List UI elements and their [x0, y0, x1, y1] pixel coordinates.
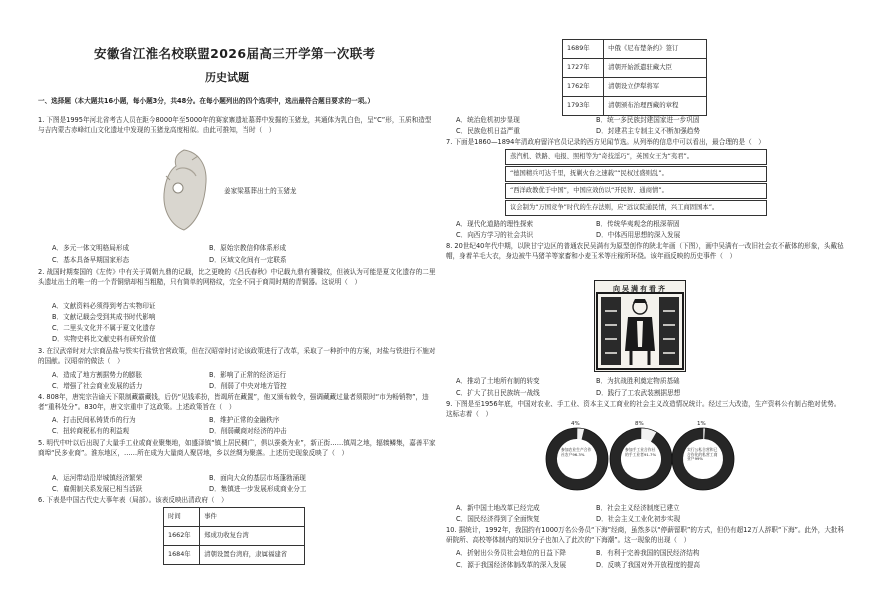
table-row — [164, 508, 305, 527]
table-cell: 清朝设置台湾府，隶属福建省 — [200, 546, 305, 565]
q1-option-c[interactable]: C．基本具备早期国家形态 — [52, 256, 130, 264]
q9-option-d[interactable]: D．社会主义工业化初步实现 — [596, 515, 681, 523]
table-cell: 1727年 — [563, 59, 604, 78]
woodcut-poster-image — [594, 280, 686, 372]
donut-chart — [606, 421, 676, 498]
q7-stem: 7. 下面是1860—1894年清政府留洋官员记录的西方见闻节选。从列举的信息中可以看出，最合理的是（ ） — [446, 138, 765, 146]
q6-option-a[interactable]: A．统治危机初步显现 — [456, 116, 520, 124]
q2-option-c[interactable]: C．二里头文化并不属于夏文化遗存 — [52, 324, 156, 332]
q4-option-c[interactable]: C．扭转商税私有的利益观 — [52, 427, 130, 435]
q5-option-a[interactable]: A．运河带动沿岸城镇经济繁荣 — [52, 474, 143, 482]
q10-option-a[interactable]: A．折射出公务员社会地位的日益下降 — [456, 549, 567, 557]
donut-remainder-label: 8% — [635, 421, 644, 427]
q9-stem: 9. 下图是至1956年底，中国对农业、手工业、资本主义工商业的社会主义改造情况统计。经过三大改造，生产资料公有制占绝对优势。这标志着（ ） — [446, 400, 841, 418]
q4-option-b[interactable]: B．维护正常的金融秩序 — [209, 416, 280, 424]
donut-svg — [606, 424, 676, 494]
table-row — [563, 40, 707, 59]
table-cell: 清朝设立伊犁将军 — [604, 78, 707, 97]
table-cell: 1793年 — [563, 97, 604, 116]
q5-option-b[interactable]: B．面向大众的基层市场蓬勃涌现 — [209, 474, 306, 482]
table-row — [563, 59, 707, 78]
q7-option-c[interactable]: C．向西方学习的社会共识 — [456, 231, 534, 239]
q1-image-caption: 姜家梁墓葬出土的玉猪龙 — [224, 187, 297, 195]
donut-center-label: 参加手工业合作社的手工业者91.7% — [625, 447, 657, 457]
donut-center-label: 实行公私合营和已合作化的私营工商业户99% — [687, 447, 718, 462]
page-subtitle: 历史试题 — [205, 71, 249, 84]
donut-chart — [668, 421, 738, 498]
table-row — [164, 527, 305, 546]
table-cell: 中俄《尼布楚条约》签订 — [604, 40, 707, 59]
table-row — [563, 78, 707, 97]
donut-remainder-label: 4% — [571, 421, 580, 427]
q6-option-c[interactable]: C．民族危机日益严重 — [456, 127, 520, 135]
q2-option-a[interactable]: A．文献资料必须得到考古实物印证 — [52, 302, 156, 310]
table-header-cell: 事件 — [200, 508, 305, 527]
q6-option-d[interactable]: D．封建君主专制主义不断加强趋势 — [596, 127, 700, 135]
q1-option-b[interactable]: B．原始宗教信仰体系形成 — [209, 244, 287, 252]
q3-option-b[interactable]: B．影响了正常的经济运行 — [209, 371, 287, 379]
donut-value-segment — [546, 428, 607, 489]
q7-quote-2: “德国精兵可达千里，抚剿火台之速载”“民权过盛则乱”。 — [505, 166, 767, 182]
q8-option-a[interactable]: A．推动了土地所有制的转变 — [456, 377, 540, 385]
q6-table-part2 — [562, 39, 707, 116]
q1-option-a[interactable]: A．多元一体文明格局形成 — [52, 244, 130, 252]
q8-stem: 8. 20世纪40年代中期，以陕甘宁边区的普通农民吴满有为原型创作的陕北年画（下图），画中吴满有一改旧社会衣不蔽体的形象，头戴毡帽，身着羊毛大衣，身边被牛马猪羊等家畜和小麦玉米等庄稼所环绕。该年画反映的历史事件（ ） — [446, 242, 844, 260]
q2-stem: 2. 战国时期秦国的《左传》中有关于周朝九鼎的记载，比之更晚的《吕氏春秋》中记载九鼎有饕餮纹，但被认为可能是夏文化遗存的二里头遗址出土的唯一的一个青铜鼎却相当粗糙，只有简单的网格纹，完全不同于商周时期的青铜器。这说明（ ） — [38, 268, 436, 286]
table-cell: 1762年 — [563, 78, 604, 97]
donut-center-label: 参加农业生产合作社农户96.3% — [561, 447, 592, 457]
q6-table-part1 — [163, 507, 305, 565]
q3-option-c[interactable]: C．增强了社会商业发展的活力 — [52, 382, 143, 390]
table-header-cell: 时间 — [164, 508, 200, 527]
poster-title: 向吴满有看齐 — [613, 285, 667, 293]
page-title: 安徽省江淮名校联盟2026届高三开学第一次联考 — [94, 46, 376, 61]
q6-stem: 6. 下表是中国古代史大事年表（局部）。该表反映出清政府（ ） — [38, 496, 228, 504]
q1-option-d[interactable]: D．区域文化间有一定联系 — [209, 256, 287, 264]
q3-option-d[interactable]: D．削弱了中央对地方管控 — [209, 382, 287, 390]
q2-option-d[interactable]: D．实物史料比文献史料有研究价值 — [52, 335, 156, 343]
q7-option-b[interactable]: B．传统华夷观念的根深蒂固 — [596, 220, 680, 228]
q7-quote-1: 蒸汽机、铁路、电报、照相等为“奇技淫巧”，英国女王为“夷君”。 — [505, 149, 767, 165]
donut-chart — [542, 421, 612, 498]
q8-option-c[interactable]: C．扩大了抗日民族统一战线 — [456, 389, 540, 397]
donut-svg — [542, 424, 612, 494]
q10-stem: 10. 据统计，1992年，我国约有1000万名公务员“下海”经商，虽然多以“停薪留职”的方式，但仍有超12万人辞职“下海”。此外，大批科研院所、高校等体制内的知识分子也加入了此次的“下海潮”。这一现象的出现（ ） — [446, 526, 845, 544]
table-row — [563, 97, 707, 116]
q7-option-d[interactable]: D．中体西用思想的深入发展 — [596, 231, 681, 239]
q8-option-d[interactable]: D．践行了工农武装割据思想 — [596, 389, 681, 397]
q5-stem: 5. 明代中叶以后出现了大量手工业或商业聚集地，如盛泽镇“镇上居民稠广，俱以蚕桑为业”，新正街……镇周之地，辐辏鳞集，嘉善平家商埠“民多业商”。淮东地区，……所在成为大量商人聚居地，乡以丝绸为聚落。上述历史现象反映了（ ） — [38, 439, 436, 457]
q4-stem: 4. 808年，唐宪宗告谕天下限制藏霸藏钱，后仍“见钱乖扮，皆竭所在藏置”，他又颁布敕令，强调藏藏过量者须限时“市为畅销物”，违者“重科处分”。830年，唐文宗重申了这政策。上述政策旨在（ ） — [38, 393, 429, 411]
table-cell: 清朝颁布治理西藏的章程 — [604, 97, 707, 116]
q10-option-d[interactable]: D．反映了我国对外开放程度的提高 — [596, 561, 700, 569]
table-row — [164, 546, 305, 565]
table-cell: 1689年 — [563, 40, 604, 59]
section-heading: 一、选择题（本大题共16小题，每小题3分，共48分。在每小题列出的四个选项中，选出最符合题目要求的一项。） — [38, 97, 375, 105]
table-cell: 1662年 — [164, 527, 200, 546]
q7-quote-4: 议会制为“万国竞争”时代的生存法则，应“远议院通民情，兴工商固国本”。 — [505, 200, 767, 216]
donut-remainder-label: 1% — [697, 421, 706, 427]
q3-stem: 3. 在汉武帝时对大宗商品盐与铁实行盐铁官营政策，但在汉昭帝时讨论该政策进行了改革，采取了一种折中的方案，对盐与铁进行不施对的国献。汉昭帝的做法（ ） — [38, 347, 436, 365]
q10-option-b[interactable]: B．有利于完善我国的国民经济结构 — [596, 549, 700, 557]
table-cell: 郑成功收复台湾 — [200, 527, 305, 546]
table-cell: 1684年 — [164, 546, 200, 565]
q6-option-b[interactable]: B．统一多民族封建国家进一步巩固 — [596, 116, 700, 124]
q10-option-c[interactable]: C．源于我国经济体制改革的深入发展 — [456, 561, 567, 569]
q9-option-c[interactable]: C．国民经济得到了全面恢复 — [456, 515, 540, 523]
q4-option-d[interactable]: D．削弱藏商对经济的冲击 — [209, 427, 287, 435]
q1-stem: 1. 下图是1995年河北省考古人员在距今8000年至5000年的赛家寨遗址墓葬中发掘的玉猪龙，其通体为乳白色，呈“C”形，玉质和造型与吉内蒙古赤峰红山文化遗址中发现的玉猪龙高度相似。由此可推知，当时（ ） — [38, 116, 432, 134]
q4-option-a[interactable]: A．打击民间私铸货币的行为 — [52, 416, 136, 424]
q3-option-a[interactable]: A．造成了地方割据势力的膨胀 — [52, 371, 143, 379]
q5-option-c[interactable]: C．雇佣制关系发展已相当活跃 — [52, 485, 143, 493]
table-cell: 清朝开始派遣驻藏大臣 — [604, 59, 707, 78]
q8-option-b[interactable]: B．为抗战胜利奠定物质基础 — [596, 377, 680, 385]
q2-option-b[interactable]: B．文献记载会受到其成书时代影响 — [52, 313, 156, 321]
q9-option-b[interactable]: B．社会主义经济制度已建立 — [596, 504, 680, 512]
jade-pig-dragon-image — [158, 146, 210, 234]
q7-option-a[interactable]: A．现代化道路的理性探索 — [456, 220, 534, 228]
q9-option-a[interactable]: A．新中国土地改革已经完成 — [456, 504, 540, 512]
donut-value-segment — [606, 424, 676, 494]
q5-option-d[interactable]: D．集镇进一步发展形成商业分工 — [209, 485, 307, 493]
q7-quote-3: “西洋政教优于中国”，中国应效仿以“开民智、通商情”。 — [505, 183, 767, 199]
